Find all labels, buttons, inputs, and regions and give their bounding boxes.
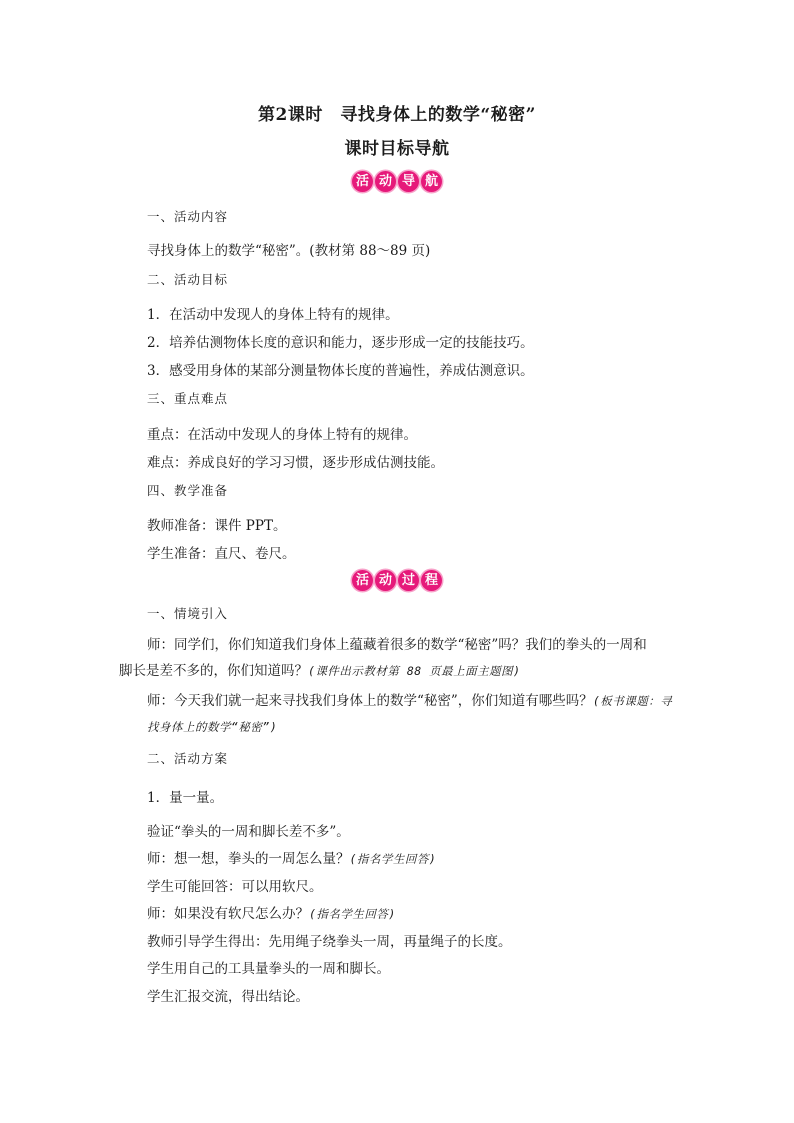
blackboard-note: (板书课题：寻找身体上的数学“秘密”)	[147, 694, 673, 734]
teacher-prep-text: 教师准备：课件 PPT。	[147, 518, 287, 534]
teacher-note: (课件出示教材第 88 页最上面主题图)	[308, 664, 521, 678]
section-heading: 四、教学准备	[147, 483, 229, 498]
student-measure-text: 学生用自己的工具量拳头的一周和脚长。	[147, 961, 390, 977]
goal-item: 2．培养估测物体长度的意识和能力，逐步形成一定的技能技巧。	[147, 335, 534, 351]
badge-char: 程	[421, 570, 442, 591]
section-heading: 一、情境引入	[147, 606, 229, 621]
lesson-title: 第2课时 寻找身体上的数学“秘密”	[258, 105, 536, 125]
badge-char: 过	[398, 570, 419, 591]
badge-char: 动	[375, 171, 396, 192]
section-heading: 一、活动内容	[147, 209, 229, 224]
activity-guide-badge	[0, 171, 794, 192]
badge-char: 导	[398, 171, 419, 192]
teacher-note: (指名学生回答)	[349, 852, 437, 866]
goal-item: 1．在活动中发现人的身体上特有的规律。	[147, 307, 399, 323]
student-answer: 学生可能回答：可以用软尺。	[147, 879, 323, 895]
key-point-text: 重点：在活动中发现人的身体上特有的规律。	[147, 427, 417, 443]
badge-char: 活	[352, 570, 373, 591]
question-text: 师：如果没有软尺怎么办？	[147, 906, 309, 922]
section-heading: 三、重点难点	[147, 391, 229, 406]
difficult-point-text: 难点：养成良好的学习习惯，逐步形成估测技能。	[147, 455, 444, 471]
teacher-note: (指名学生回答)	[309, 907, 396, 921]
section-heading: 二、活动方案	[147, 751, 229, 766]
paragraph-text: 脚长是差不多的，你们知道吗？	[119, 663, 308, 679]
student-prep-text: 学生准备：直尺、卷尺。	[147, 546, 296, 562]
badge-char: 航	[421, 171, 442, 192]
paragraph-line	[119, 688, 679, 740]
section-heading: 二、活动目标	[147, 272, 229, 287]
intro-paragraph-1	[119, 632, 679, 684]
activity-step: 1．量一量。	[147, 790, 224, 806]
teacher-question	[147, 902, 396, 922]
badge-char: 活	[352, 171, 373, 192]
goal-item: 3．感受用身体的某部分测量物体长度的普遍性，养成估测意识。	[147, 363, 534, 379]
verify-text: 验证“拳头的一周和脚长差不多”。	[147, 824, 350, 840]
intro-paragraph-2	[119, 688, 679, 740]
paragraph-line: 师：同学们，你们知道我们身体上蕴藏着很多的数学“秘密”吗？我们的拳头的一周和	[147, 637, 647, 653]
question-text: 师：想一想，拳头的一周怎么量？	[147, 851, 350, 867]
badge-char: 动	[375, 570, 396, 591]
teacher-guide-text: 教师引导学生得出：先用绳子绕拳头一周，再量绳子的长度。	[147, 934, 512, 950]
activity-process-badge	[0, 570, 794, 591]
paragraph-line	[119, 658, 679, 684]
lesson-subtitle: 课时目标导航	[344, 139, 450, 159]
activity-content-text: 寻找身体上的数学“秘密”。(教材第 88～89 页)	[147, 243, 431, 259]
student-report-text: 学生汇报交流，得出结论。	[147, 989, 309, 1005]
teacher-question	[147, 847, 436, 867]
paragraph-text: 师：今天我们就一起来寻找我们身体上的数学“秘密”，你们知道有哪些吗？	[147, 693, 593, 709]
